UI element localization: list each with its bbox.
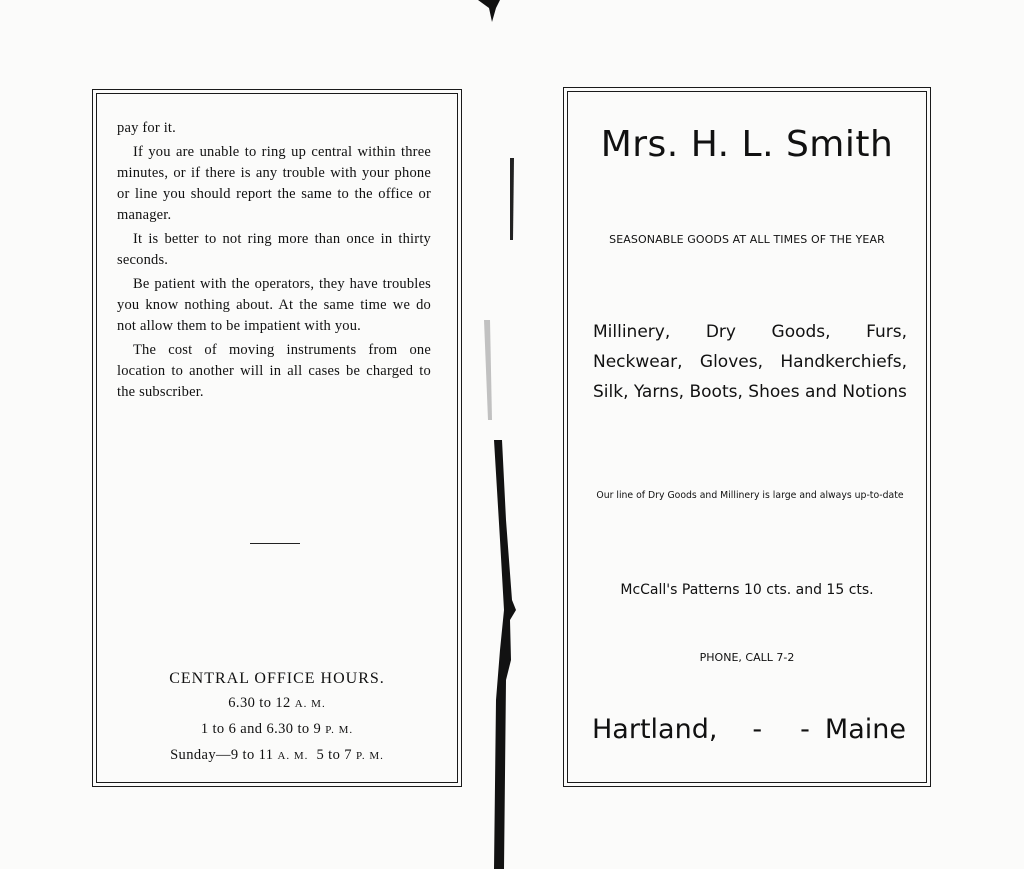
central-office-hours [93,666,461,769]
right-page-inner-border [567,91,927,783]
paragraph-ring-frequency: It is better to not ring more than once in thirty seconds. [117,230,431,268]
goods-list: Millinery, Dry Goods, Furs, Neckwear, Gloves, Handkerchiefs, Silk, Yarns, Boots, Shoes and Notions [593,322,907,402]
hours-title: CENTRAL OFFICE HOURS. [169,670,385,687]
paragraph-moving-cost: The cost of moving instruments from one location to another will in all cases be charged to the subscriber. [117,341,431,400]
right-page [563,87,931,787]
line-note: Our line of Dry Goods and Millinery is large and always up-to-date [596,490,904,501]
location-dash: - [800,714,810,745]
left-page [92,89,462,787]
location-state: Maine [824,714,906,745]
section-divider [250,543,300,544]
paragraph-ring-central: If you are unable to ring up central within three minutes, or if there is any trouble with your phone or line you should report the same to the office or manager. [117,144,431,223]
location [592,714,906,745]
location-town: Hartland, [592,714,718,745]
hours-line-1: 6.30 to 12 A. M. [228,695,326,711]
phone-number: PHONE, CALL 7-2 [699,651,795,664]
location-dash: - [752,714,763,745]
hours-line-2: 1 to 6 and 6.30 to 9 P. M. [200,721,354,737]
merchant-name: Mrs. H. L. Smith [600,124,894,165]
paragraph-patience: Be patient with the operators, they have troubles you know nothing about. At the same time we do not allow them to be impatient with you. [117,276,431,334]
tagline: SEASONABLE GOODS AT ALL TIMES OF THE YEAR [609,233,885,246]
hours-line-sunday: Sunday—9 to 11 A. M. 5 to 7 P. M. [170,747,384,763]
rules-text [117,118,431,406]
paragraph-continuation: pay for it. [117,120,176,136]
patterns-price: McCall's Patterns 10 cts. and 15 cts. [620,582,874,598]
